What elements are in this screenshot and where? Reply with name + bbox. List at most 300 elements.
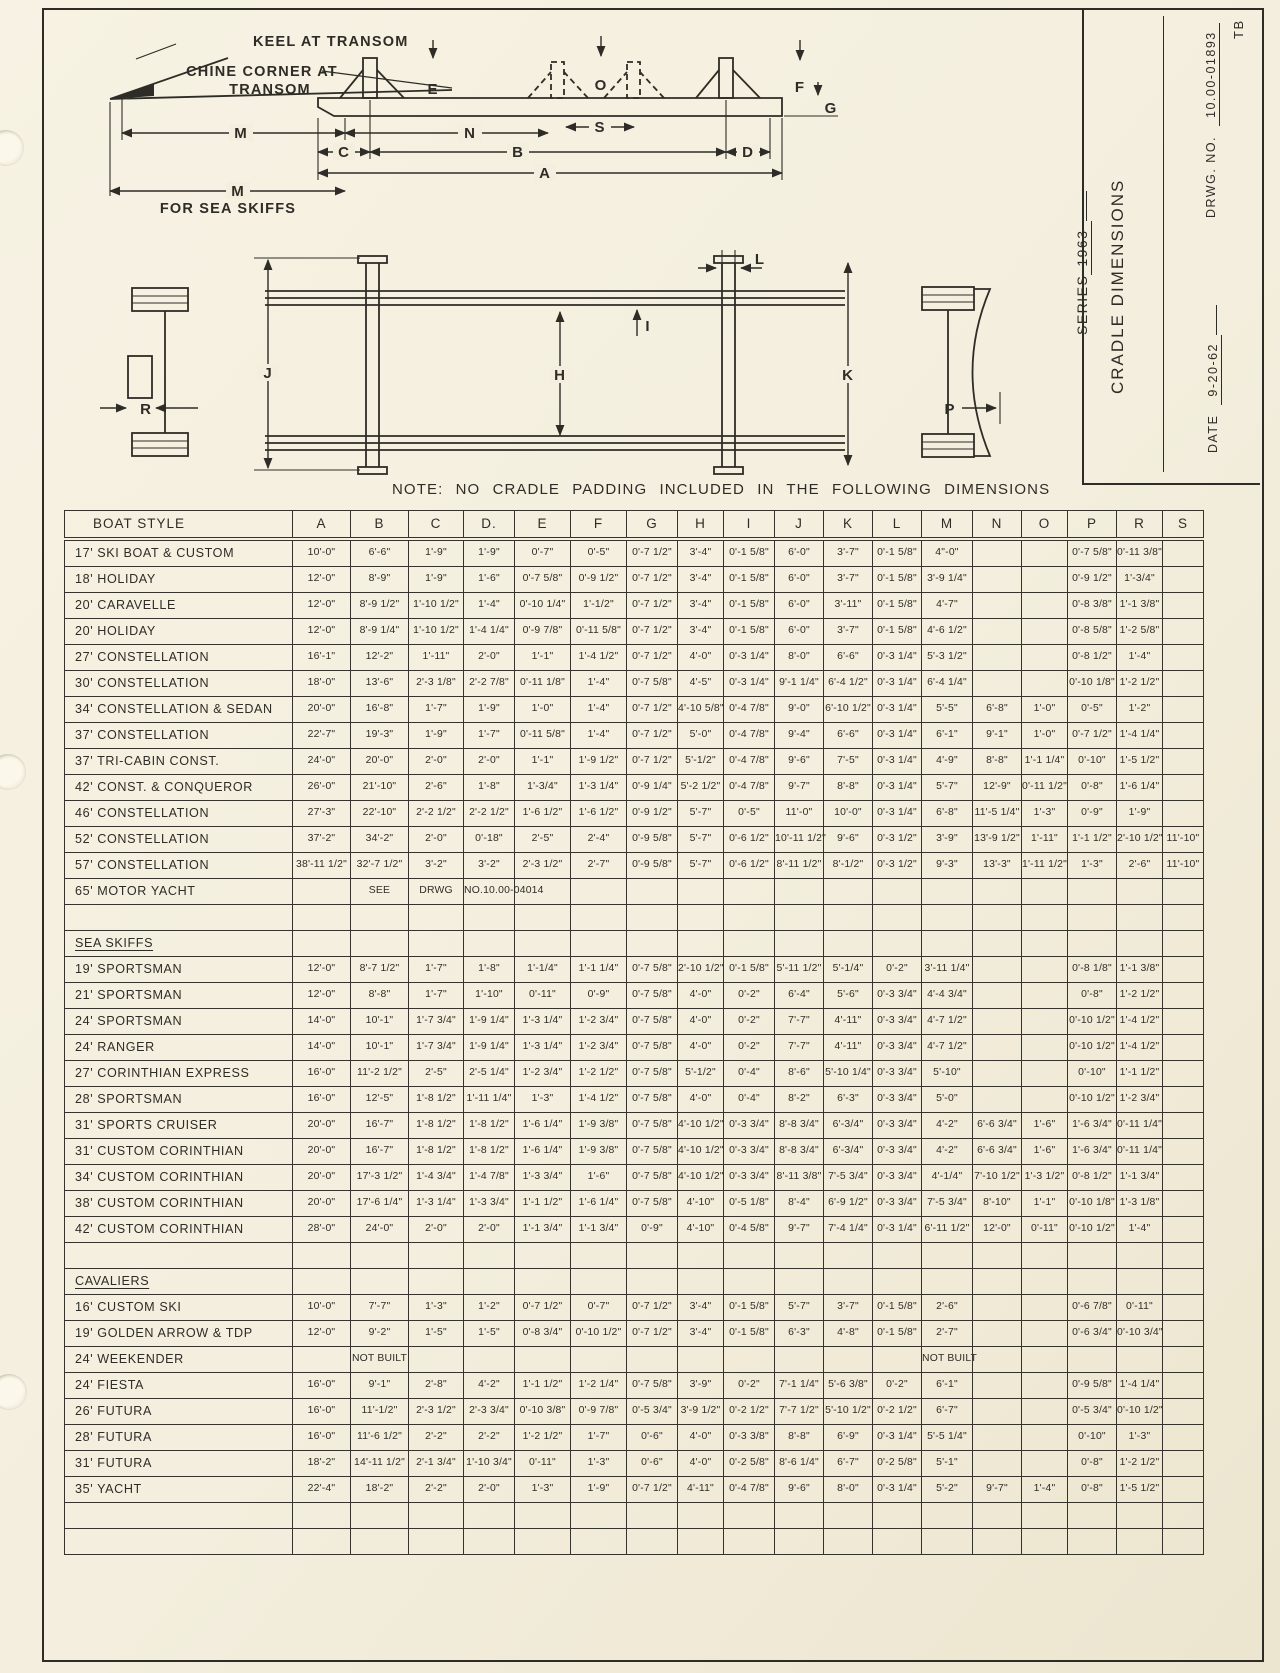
dim-cell: 2'-6" bbox=[409, 775, 464, 801]
dim-cell: 7'-7 1/2" bbox=[775, 1399, 824, 1425]
dim-cell: 0'-10 1/8" bbox=[1068, 671, 1117, 697]
dim-cell: 2'-3 3/4" bbox=[464, 1399, 515, 1425]
dim-cell: 0'-3 1/4" bbox=[873, 749, 922, 775]
dim-cell: 5'-11 1/2" bbox=[775, 957, 824, 983]
dim-cell: 0'-11 5/8" bbox=[571, 619, 627, 645]
dim-cell: 7'-5 3/4" bbox=[922, 1191, 973, 1217]
boat-style-cell: 24' RANGER bbox=[65, 1035, 293, 1061]
dim-cell: 0'-7 1/2" bbox=[627, 723, 678, 749]
dim-cell bbox=[1163, 931, 1204, 957]
boat-style-cell: 28' SPORTSMAN bbox=[65, 1087, 293, 1113]
dim-cell bbox=[775, 905, 824, 931]
boat-style-cell: 34' CONSTELLATION & SEDAN bbox=[65, 697, 293, 723]
dim-cell: 0'-2" bbox=[724, 1373, 775, 1399]
dim-cell bbox=[1022, 1373, 1068, 1399]
dim-cell: 4'-0" bbox=[678, 1451, 724, 1477]
dim-cell: 16'-8" bbox=[351, 697, 409, 723]
dim-cell: 0'-3 3/8" bbox=[724, 1425, 775, 1451]
dim-cell: 8'-2" bbox=[775, 1087, 824, 1113]
dim-cell bbox=[1163, 905, 1204, 931]
dim-cell bbox=[824, 1347, 873, 1373]
dim-cell bbox=[1163, 671, 1204, 697]
dim-cell: 1'-8 1/2" bbox=[409, 1113, 464, 1139]
dim-cell bbox=[1163, 983, 1204, 1009]
dim-cell: 0'-9 7/8" bbox=[515, 619, 571, 645]
dim-cell: 1'-3" bbox=[571, 1451, 627, 1477]
dim-cell: 16'-7" bbox=[351, 1113, 409, 1139]
dim-cell: 9'-0" bbox=[775, 697, 824, 723]
dim-cell bbox=[1163, 1191, 1204, 1217]
dim-cell bbox=[571, 1269, 627, 1295]
dim-cell bbox=[571, 931, 627, 957]
dim-cell bbox=[351, 1503, 409, 1529]
dim-cell: 4'-5" bbox=[678, 671, 724, 697]
dim-cell: 2'-0" bbox=[464, 749, 515, 775]
dim-cell: 5'-6" bbox=[824, 983, 873, 1009]
section-header-row bbox=[65, 1269, 1204, 1295]
dim-cell: 16'-7" bbox=[351, 1139, 409, 1165]
dim-cell: 20'-0" bbox=[351, 749, 409, 775]
boat-row bbox=[65, 1191, 1204, 1217]
dim-label-n: N bbox=[464, 125, 476, 142]
dim-cell: 2'-0" bbox=[464, 1477, 515, 1503]
dim-cell: 0'-6" bbox=[627, 1425, 678, 1451]
dim-cell bbox=[1068, 931, 1117, 957]
dim-cell: 6'-6" bbox=[824, 645, 873, 671]
dim-label-s: S bbox=[594, 119, 606, 136]
dim-cell: 1'-2 1/4" bbox=[571, 1373, 627, 1399]
dim-cell bbox=[678, 1503, 724, 1529]
dim-cell: 2'-3 1/8" bbox=[409, 671, 464, 697]
dim-cell: 0'-7 1/2" bbox=[627, 1295, 678, 1321]
dim-cell: 22'-4" bbox=[293, 1477, 351, 1503]
dim-cell: 5'-10" bbox=[922, 1061, 973, 1087]
dim-cell: 0'-9 5/8" bbox=[627, 853, 678, 879]
dim-cell: 0'-4" bbox=[724, 1087, 775, 1113]
boat-row bbox=[65, 1061, 1204, 1087]
dim-cell bbox=[873, 879, 922, 905]
dim-cell: 0'-1 5/8" bbox=[724, 1321, 775, 1347]
dim-cell: 0'-1 5/8" bbox=[873, 1295, 922, 1321]
dim-cell bbox=[1163, 957, 1204, 983]
dim-cell bbox=[922, 879, 973, 905]
dim-cell: 20'-0" bbox=[293, 1113, 351, 1139]
dim-cell: 1'-6 1/4" bbox=[515, 1139, 571, 1165]
date-field bbox=[1203, 305, 1220, 453]
dim-cell: 1'-4" bbox=[571, 723, 627, 749]
dim-cell: 1'-1 3/4" bbox=[1117, 1165, 1163, 1191]
dim-cell: 6'-4 1/4" bbox=[922, 671, 973, 697]
dim-cell: 0'-8 5/8" bbox=[1068, 619, 1117, 645]
dim-cell bbox=[1163, 539, 1204, 567]
dim-cell: 4'-0" bbox=[678, 1425, 724, 1451]
dim-cell bbox=[1163, 879, 1204, 905]
dim-cell: 0'-11" bbox=[1022, 1217, 1068, 1243]
dim-cell: 1'-1 1/2" bbox=[1068, 827, 1117, 853]
plan-view-drawing bbox=[100, 250, 1000, 474]
dim-cell: 1'-6 1/2" bbox=[571, 801, 627, 827]
dim-cell bbox=[515, 1347, 571, 1373]
dim-label-k: K bbox=[842, 367, 854, 384]
dim-cell: 2'-1 3/4" bbox=[409, 1451, 464, 1477]
dim-cell: 0'-1 5/8" bbox=[873, 593, 922, 619]
dim-cell bbox=[1022, 619, 1068, 645]
boat-row bbox=[65, 1477, 1204, 1503]
dim-cell bbox=[1068, 1529, 1117, 1555]
dim-cell: 20'-0" bbox=[293, 1139, 351, 1165]
dim-cell bbox=[724, 1269, 775, 1295]
cradle-diagrams bbox=[0, 0, 1070, 500]
dim-cell: 6'-6 3/4" bbox=[973, 1113, 1022, 1139]
dim-cell: 1'-1 3/4" bbox=[571, 1217, 627, 1243]
dim-cell: 6'-3/4" bbox=[824, 1139, 873, 1165]
boat-style-cell: 16' CUSTOM SKI bbox=[65, 1295, 293, 1321]
dim-cell: 2'-5" bbox=[409, 1061, 464, 1087]
boat-style-cell: 20' CARAVELLE bbox=[65, 593, 293, 619]
dim-cell bbox=[1068, 1503, 1117, 1529]
col-header-a: A bbox=[293, 511, 351, 540]
dim-cell: 4'-0" bbox=[678, 1009, 724, 1035]
dim-cell: 1'-5 1/2" bbox=[1117, 749, 1163, 775]
dim-cell: 0'-11 1/8" bbox=[515, 671, 571, 697]
dim-cell: 0'-7 5/8" bbox=[627, 1165, 678, 1191]
dim-cell: 1'-6 1/4" bbox=[571, 1191, 627, 1217]
dim-cell: 0'-3 3/4" bbox=[873, 1191, 922, 1217]
dim-cell: 1'-6" bbox=[464, 567, 515, 593]
dim-cell bbox=[1163, 1113, 1204, 1139]
dim-cell: 0'-7 5/8" bbox=[627, 1139, 678, 1165]
boat-style-cell bbox=[65, 1529, 293, 1555]
boat-style-cell bbox=[65, 1243, 293, 1269]
dim-cell: 28'-0" bbox=[293, 1217, 351, 1243]
dim-cell: 0'-10 1/2" bbox=[1117, 1399, 1163, 1425]
dim-cell: 8'-9 1/4" bbox=[351, 619, 409, 645]
dim-cell: 1'-8 1/2" bbox=[464, 1139, 515, 1165]
dim-cell: 0'-11 1/4" bbox=[1117, 1139, 1163, 1165]
dim-cell: 1'-4 1/4" bbox=[1117, 1373, 1163, 1399]
dim-cell: 0'-4 7/8" bbox=[724, 697, 775, 723]
dim-cell: 32'-7 1/2" bbox=[351, 853, 409, 879]
dim-cell bbox=[973, 539, 1022, 567]
dim-cell bbox=[409, 905, 464, 931]
dim-cell: SEE bbox=[351, 879, 409, 905]
dim-cell bbox=[1163, 1347, 1204, 1373]
boat-style-cell: 24' SPORTSMAN bbox=[65, 1009, 293, 1035]
dim-cell bbox=[724, 1347, 775, 1373]
dim-cell: 0'-1 5/8" bbox=[873, 1321, 922, 1347]
dim-cell bbox=[627, 1243, 678, 1269]
dim-cell bbox=[678, 879, 724, 905]
corner-mark-text: TB bbox=[1231, 19, 1246, 39]
dim-label-m2: M bbox=[231, 183, 245, 200]
series-label: SERIES bbox=[1074, 274, 1090, 335]
col-header-p: P bbox=[1068, 511, 1117, 540]
dim-cell: 0'-11 1/2" bbox=[1022, 775, 1068, 801]
dim-cell: 0'-6 1/2" bbox=[724, 853, 775, 879]
dim-cell bbox=[1163, 697, 1204, 723]
dim-cell: 2'-2" bbox=[409, 1477, 464, 1503]
dim-cell: 4'-6 1/2" bbox=[922, 619, 973, 645]
dim-cell: 0'-3 1/4" bbox=[724, 671, 775, 697]
dim-cell bbox=[1163, 1139, 1204, 1165]
dim-cell: 3'-9 1/2" bbox=[678, 1399, 724, 1425]
dim-cell: 16'-0" bbox=[293, 1373, 351, 1399]
dim-cell: 11'-10" bbox=[1163, 827, 1204, 853]
dim-cell bbox=[1117, 1243, 1163, 1269]
dim-cell: 34'-2" bbox=[351, 827, 409, 853]
hole-punch bbox=[0, 1374, 27, 1410]
boat-style-cell: 42' CUSTOM CORINTHIAN bbox=[65, 1217, 293, 1243]
dim-cell bbox=[922, 931, 973, 957]
dim-cell: 4'-9" bbox=[922, 749, 973, 775]
dim-cell bbox=[973, 957, 1022, 983]
dim-cell: 1'-0" bbox=[515, 697, 571, 723]
dim-cell: 12'-0" bbox=[293, 1321, 351, 1347]
dim-cell: 1'-3" bbox=[1022, 801, 1068, 827]
dim-cell: 5'-10 1/4" bbox=[824, 1061, 873, 1087]
empty-row bbox=[65, 905, 1204, 931]
dim-cell bbox=[1068, 1269, 1117, 1295]
dim-cell bbox=[973, 1373, 1022, 1399]
dim-cell: 0'-9" bbox=[627, 1217, 678, 1243]
dim-cell: 1'-11 1/4" bbox=[464, 1087, 515, 1113]
boat-style-cell: 31' CUSTOM CORINTHIAN bbox=[65, 1139, 293, 1165]
dim-cell: 1'-5" bbox=[464, 1321, 515, 1347]
dim-cell bbox=[873, 1503, 922, 1529]
boat-row bbox=[65, 775, 1204, 801]
boat-style-cell: 24' WEEKENDER bbox=[65, 1347, 293, 1373]
dim-cell: 0'-3 3/4" bbox=[873, 1087, 922, 1113]
dim-cell bbox=[571, 905, 627, 931]
dim-cell: 12'-0" bbox=[293, 957, 351, 983]
dim-cell: 0'-10 1/2" bbox=[1068, 1009, 1117, 1035]
dim-cell: 4'-10 1/2" bbox=[678, 1139, 724, 1165]
dim-cell: 1'-2 1/2" bbox=[571, 1061, 627, 1087]
dim-cell: 8'-8" bbox=[351, 983, 409, 1009]
dim-cell: 1'-0" bbox=[1022, 723, 1068, 749]
dim-cell bbox=[1163, 775, 1204, 801]
dim-cell: 8'-8 3/4" bbox=[775, 1113, 824, 1139]
dim-cell bbox=[464, 905, 515, 931]
dim-cell: 1'-2 1/2" bbox=[1117, 1451, 1163, 1477]
dim-cell: 12'-0" bbox=[293, 619, 351, 645]
dim-cell: 0'-7 5/8" bbox=[627, 1061, 678, 1087]
boat-row bbox=[65, 1399, 1204, 1425]
dim-cell bbox=[1163, 1087, 1204, 1113]
dim-cell: 1'-7 3/4" bbox=[409, 1009, 464, 1035]
dim-cell bbox=[409, 1269, 464, 1295]
dim-cell: 0'-7" bbox=[515, 539, 571, 567]
boat-row bbox=[65, 749, 1204, 775]
dim-cell bbox=[1022, 931, 1068, 957]
dim-cell: 5'-6 3/8" bbox=[824, 1373, 873, 1399]
dim-cell: 0'-3 1/4" bbox=[873, 1477, 922, 1503]
dim-label-f: F bbox=[794, 79, 806, 96]
dim-cell: 16'-0" bbox=[293, 1425, 351, 1451]
dim-cell: 2'-2 1/2" bbox=[409, 801, 464, 827]
dim-cell: 4'-1/4" bbox=[922, 1165, 973, 1191]
dim-cell: 5'-2 1/2" bbox=[678, 775, 724, 801]
dim-cell: 6'-6" bbox=[824, 723, 873, 749]
dim-cell bbox=[1022, 1087, 1068, 1113]
dim-cell: 2'-2 1/2" bbox=[464, 801, 515, 827]
dim-cell: 1'-7" bbox=[409, 983, 464, 1009]
dim-cell bbox=[922, 1243, 973, 1269]
boat-row bbox=[65, 645, 1204, 671]
dim-cell: 0'-3 1/4" bbox=[873, 801, 922, 827]
dim-cell: 4'-7 1/2" bbox=[922, 1035, 973, 1061]
boat-style-cell: 19' GOLDEN ARROW & TDP bbox=[65, 1321, 293, 1347]
dim-cell: 0'-9 1/2" bbox=[1068, 567, 1117, 593]
dim-cell: 1'-6 3/4" bbox=[1068, 1139, 1117, 1165]
dim-cell: 0'-10 3/4" bbox=[1117, 1321, 1163, 1347]
boat-style-cell: 35' YACHT bbox=[65, 1477, 293, 1503]
dim-cell bbox=[515, 931, 571, 957]
dim-cell: 2'-3 1/2" bbox=[409, 1399, 464, 1425]
dim-cell bbox=[873, 931, 922, 957]
dim-cell: 1'-5 1/2" bbox=[1117, 1477, 1163, 1503]
dim-cell bbox=[973, 931, 1022, 957]
dim-cell bbox=[409, 1347, 464, 1373]
dim-cell: 1'-6" bbox=[1022, 1139, 1068, 1165]
dim-cell: 20'-0" bbox=[293, 1191, 351, 1217]
dim-cell: 0'-2 1/2" bbox=[873, 1399, 922, 1425]
boat-row bbox=[65, 1347, 1204, 1373]
dim-cell: 1'-4" bbox=[571, 671, 627, 697]
dim-cell bbox=[873, 1347, 922, 1373]
boat-row bbox=[65, 1113, 1204, 1139]
dim-cell: 0'-4 7/8" bbox=[724, 775, 775, 801]
boat-row bbox=[65, 801, 1204, 827]
boat-style-cell: 18' HOLIDAY bbox=[65, 567, 293, 593]
dim-cell bbox=[464, 1503, 515, 1529]
dim-cell: 1'-8" bbox=[464, 957, 515, 983]
dim-cell: NO.10.00-04014 bbox=[464, 879, 515, 905]
dim-cell: 1'-4 3/4" bbox=[409, 1165, 464, 1191]
dim-cell: 6'-0" bbox=[775, 619, 824, 645]
dim-cell: 1'-3 1/2" bbox=[1022, 1165, 1068, 1191]
dim-cell: 38'-11 1/2" bbox=[293, 853, 351, 879]
dim-cell: 0'-10 3/8" bbox=[515, 1399, 571, 1425]
dim-cell: 18'-2" bbox=[293, 1451, 351, 1477]
boat-style-cell: SEA SKIFFS bbox=[65, 931, 293, 957]
dim-cell: 0'-7 1/2" bbox=[627, 619, 678, 645]
dim-cell: 0'-10 1/8" bbox=[1068, 1191, 1117, 1217]
dim-cell: 8'-9 1/2" bbox=[351, 593, 409, 619]
boat-row bbox=[65, 671, 1204, 697]
chine-corner-label-2: TRANSOM bbox=[229, 82, 311, 98]
dim-cell: 5'-0" bbox=[678, 723, 724, 749]
dim-cell: 0'-3 1/4" bbox=[873, 723, 922, 749]
dim-cell: 0'-7 5/8" bbox=[627, 983, 678, 1009]
dim-cell bbox=[409, 1243, 464, 1269]
dim-cell bbox=[1022, 1451, 1068, 1477]
dim-cell: 4'-7 1/2" bbox=[922, 1009, 973, 1035]
dim-cell bbox=[973, 1321, 1022, 1347]
dim-cell: 12'-0" bbox=[293, 983, 351, 1009]
dim-cell: 0'-10 1/2" bbox=[1068, 1035, 1117, 1061]
dim-cell: 0'-3 3/4" bbox=[873, 1009, 922, 1035]
dim-cell: 9'-7" bbox=[775, 775, 824, 801]
dim-cell: 6'-8" bbox=[973, 697, 1022, 723]
dim-cell: 6'-4 1/2" bbox=[824, 671, 873, 697]
dim-cell bbox=[973, 645, 1022, 671]
dim-cell: 1'-2 1/2" bbox=[1117, 983, 1163, 1009]
dim-cell: 0'-8 3/8" bbox=[1068, 593, 1117, 619]
dim-cell: 0'-7 5/8" bbox=[1068, 539, 1117, 567]
dim-cell bbox=[1163, 1035, 1204, 1061]
dim-cell: 5'-5 1/4" bbox=[922, 1425, 973, 1451]
dim-cell: 1'-7 3/4" bbox=[409, 1035, 464, 1061]
dim-cell bbox=[775, 1503, 824, 1529]
dim-cell: 1'-7" bbox=[409, 697, 464, 723]
dim-cell bbox=[1022, 567, 1068, 593]
dim-cell bbox=[464, 1347, 515, 1373]
dim-cell: 1'-9" bbox=[571, 1477, 627, 1503]
dim-cell bbox=[515, 1269, 571, 1295]
dim-cell: 1'-9" bbox=[464, 539, 515, 567]
dim-cell bbox=[1163, 1269, 1204, 1295]
boat-row bbox=[65, 1321, 1204, 1347]
dim-cell bbox=[1022, 905, 1068, 931]
dim-cell: 1'-3" bbox=[515, 1477, 571, 1503]
boat-style-cell: 20' HOLIDAY bbox=[65, 619, 293, 645]
dim-cell: 0'-2" bbox=[724, 983, 775, 1009]
dim-cell: 22'-10" bbox=[351, 801, 409, 827]
dim-cell bbox=[678, 1243, 724, 1269]
dim-cell: 0'-5" bbox=[1068, 697, 1117, 723]
dim-cell: 0'-3 3/4" bbox=[724, 1139, 775, 1165]
dim-cell: 0'-5 1/8" bbox=[724, 1191, 775, 1217]
dim-cell: 2'-0" bbox=[464, 1217, 515, 1243]
boat-style-cell: 26' FUTURA bbox=[65, 1399, 293, 1425]
dim-label-b: B bbox=[512, 144, 524, 161]
dim-cell bbox=[351, 1269, 409, 1295]
dim-cell bbox=[1022, 983, 1068, 1009]
col-header-g: G bbox=[627, 511, 678, 540]
dim-cell: 0'-9 5/8" bbox=[627, 827, 678, 853]
dim-cell: 0'-1 5/8" bbox=[873, 539, 922, 567]
dim-cell: 8'-11 3/8" bbox=[775, 1165, 824, 1191]
dim-cell: 1'-5" bbox=[409, 1321, 464, 1347]
dim-cell: 0'-10" bbox=[1068, 749, 1117, 775]
dim-cell: 1'-2" bbox=[464, 1295, 515, 1321]
dim-cell: 1'-10 3/4" bbox=[464, 1451, 515, 1477]
dim-cell: 16'-0" bbox=[293, 1061, 351, 1087]
dim-label-p: P bbox=[944, 401, 956, 418]
dim-cell bbox=[1117, 1269, 1163, 1295]
boat-style-cell: 17' SKI BOAT & CUSTOM bbox=[65, 539, 293, 567]
dim-cell: 5'-7" bbox=[922, 775, 973, 801]
dim-cell: 5'-1" bbox=[922, 1451, 973, 1477]
boat-row bbox=[65, 1295, 1204, 1321]
dim-cell: 14'-0" bbox=[293, 1035, 351, 1061]
dim-cell bbox=[571, 879, 627, 905]
dim-cell: 1'-6 1/4" bbox=[515, 1113, 571, 1139]
dim-cell: 2'-2 7/8" bbox=[464, 671, 515, 697]
col-header-o: O bbox=[1022, 511, 1068, 540]
boat-row bbox=[65, 983, 1204, 1009]
dim-cell: 1'-8" bbox=[464, 775, 515, 801]
col-header-f: F bbox=[571, 511, 627, 540]
dim-cell bbox=[1022, 1009, 1068, 1035]
dim-cell: 3'-9" bbox=[922, 827, 973, 853]
dim-cell: 0'-1 5/8" bbox=[873, 567, 922, 593]
dim-cell: 1'-3 1/4" bbox=[409, 1191, 464, 1217]
dim-cell: 1'-2 1/2" bbox=[1117, 671, 1163, 697]
date-label: DATE bbox=[1206, 414, 1220, 453]
dim-cell bbox=[515, 1503, 571, 1529]
